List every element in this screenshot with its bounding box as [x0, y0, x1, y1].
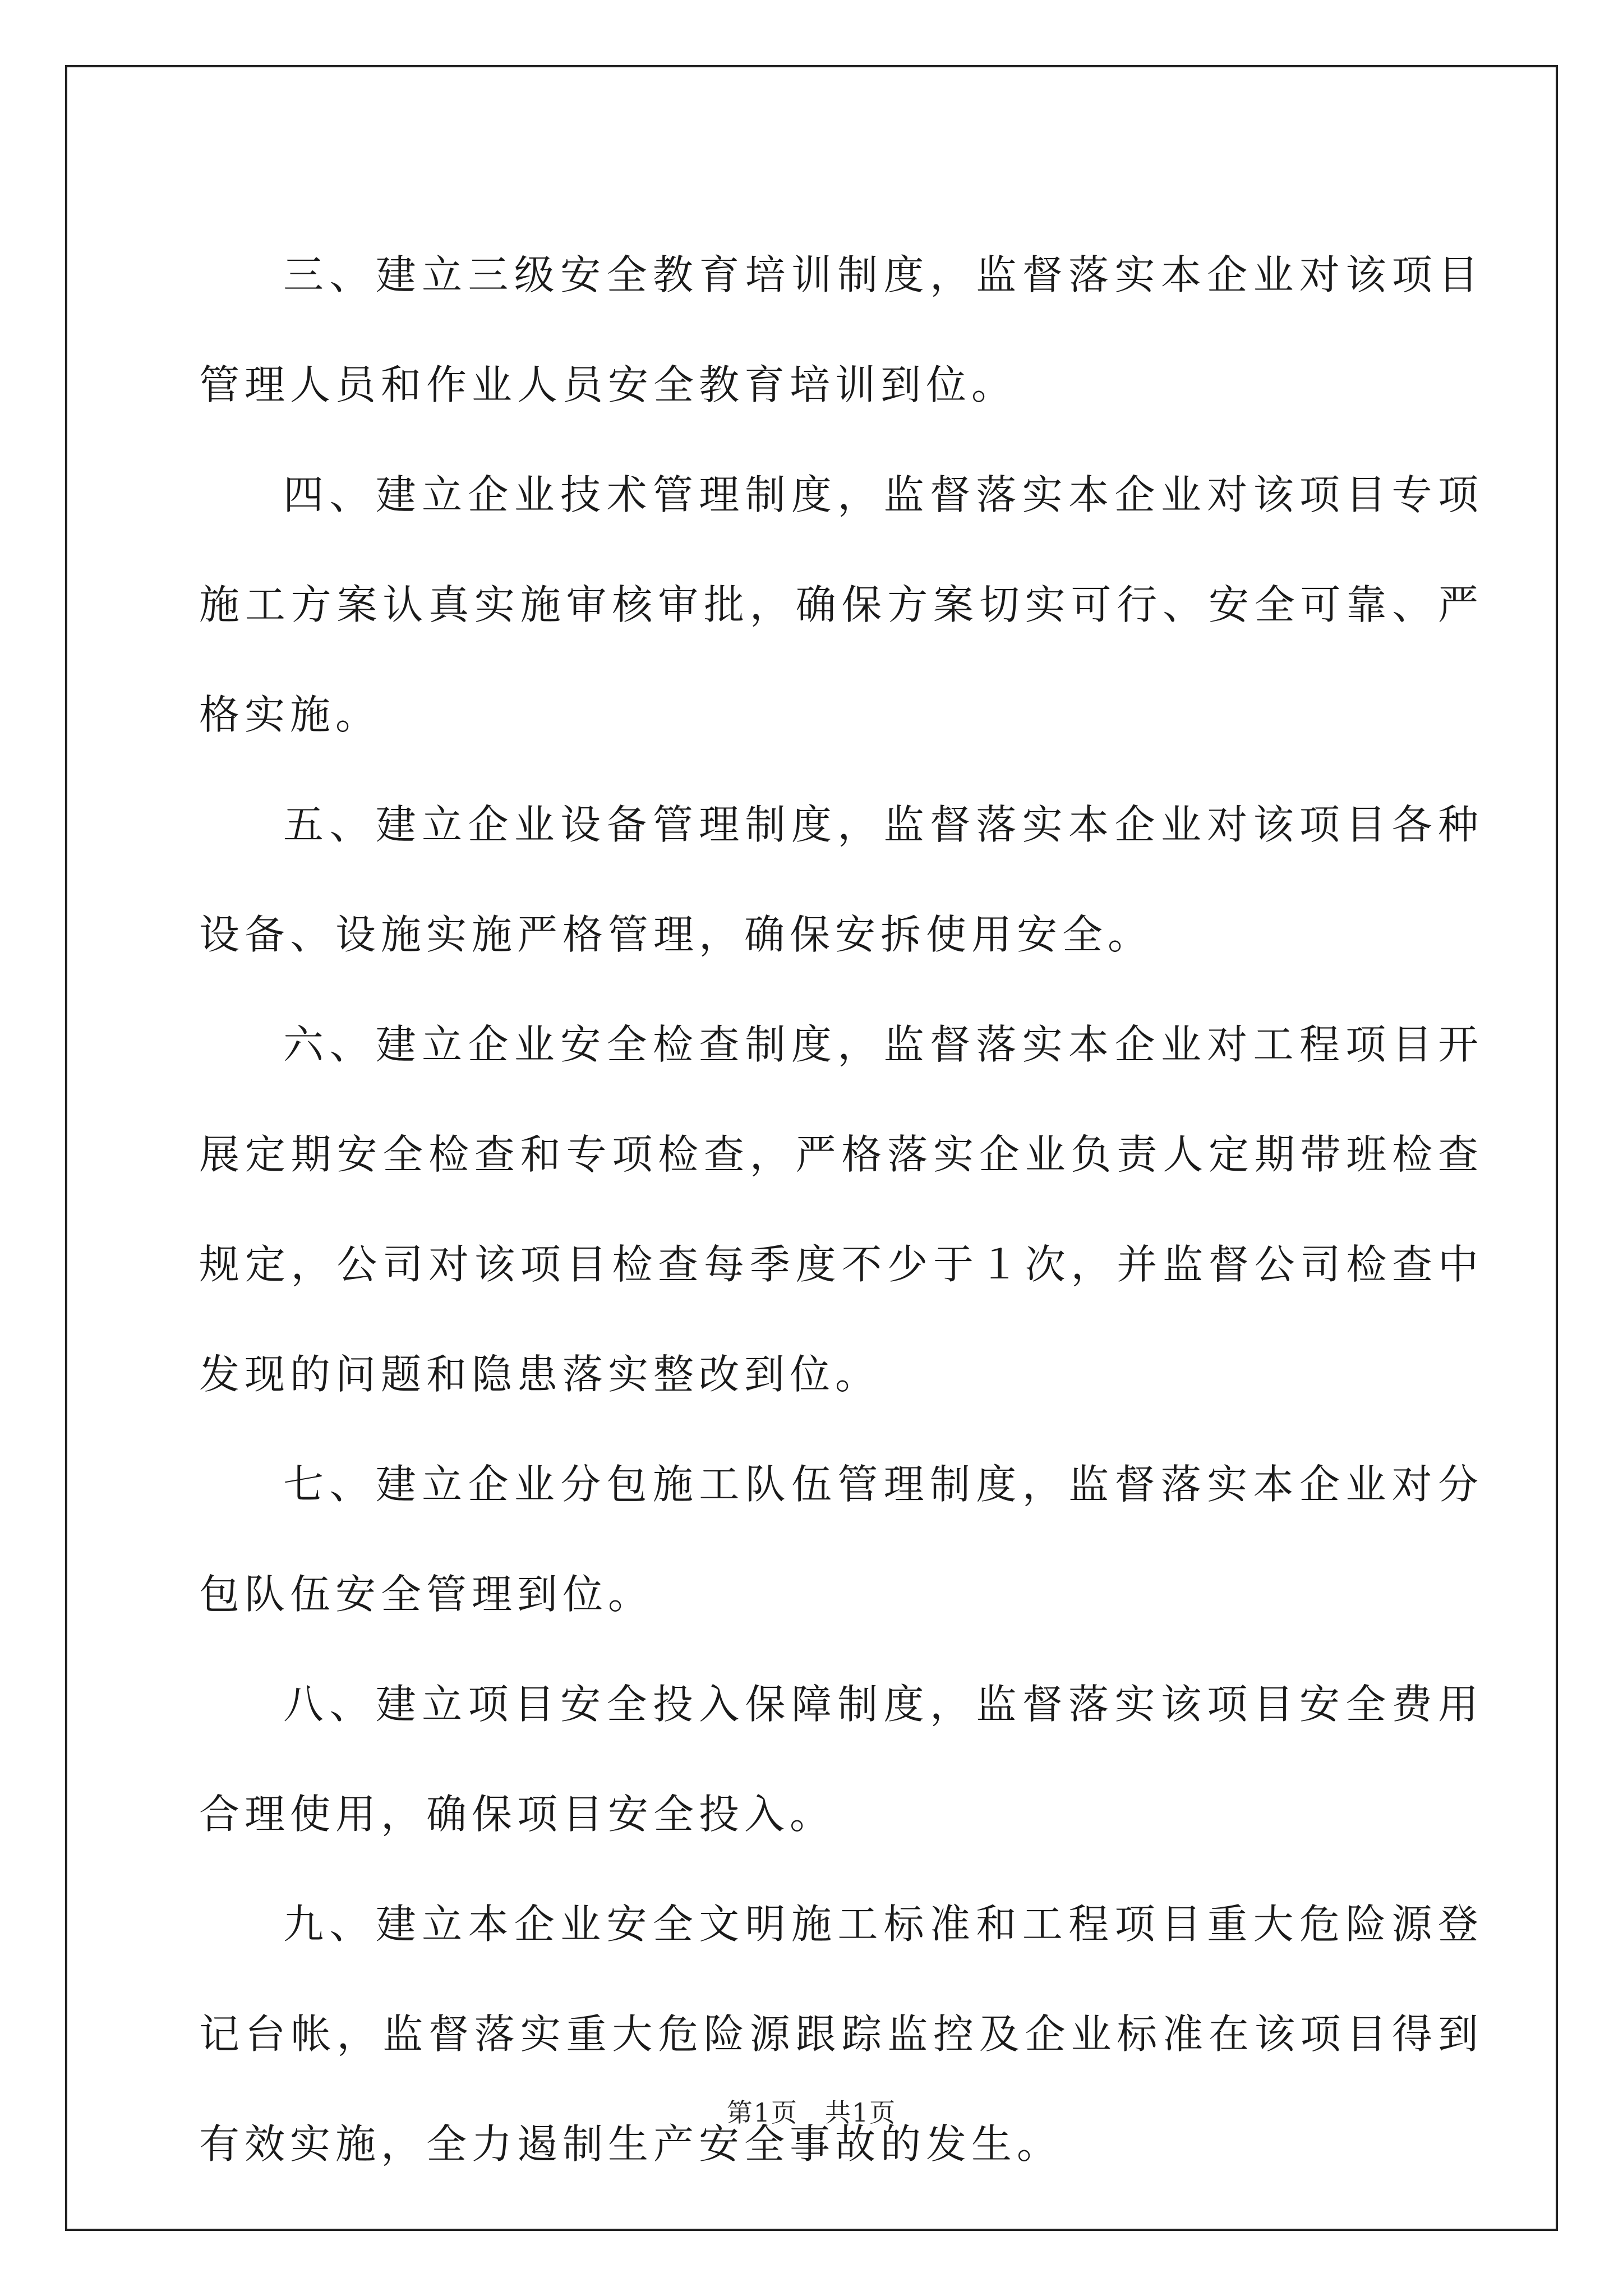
paragraph-7: 七、建立企业分包施工队伍管理制度，监督落实本企业对分包队伍安全管理到位。 — [199, 1461, 1483, 1618]
page-number: 第1页 — [726, 2097, 798, 2128]
paragraph-8: 八、建立项目安全投入保障制度，监督落实该项目安全费用合理使用，确保项目安全投入。 — [199, 1681, 1483, 1838]
page-total: 共1页 — [825, 2097, 897, 2128]
paragraph-5: 五、建立企业设备管理制度，监督落实本企业对该项目各种设备、设施实施严格管理，确保安拆使用安全。 — [199, 801, 1483, 958]
paragraph-9: 九、建立本企业安全文明施工标准和工程项目重大危险源登记台帐，监督落实重大危险源跟踪监控及企业标准在该项目得到有效实施，全力遏制生产安全事故的发生。 — [199, 1901, 1483, 2168]
paragraph-4: 四、建立企业技术管理制度，监督落实本企业对该项目专项施工方案认真实施审核审批，确保方案切实可行、安全可靠、严格实施。 — [199, 471, 1483, 738]
paragraph-3: 三、建立三级安全教育培训制度，监督落实本企业对该项目管理人员和作业人员安全教育培训到位。 — [199, 251, 1483, 408]
paragraph-6: 六、建立企业安全检查制度，监督落实本企业对工程项目开展定期安全检查和专项检查，严格落实企业负责人定期带班检查规定，公司对该项目检查每季度不少于１次，并监督公司检查中发现的问题和隐患落实整改到位。 — [199, 1021, 1483, 1398]
document-body — [199, 220, 1483, 2199]
page-footer — [0, 2092, 1623, 2129]
